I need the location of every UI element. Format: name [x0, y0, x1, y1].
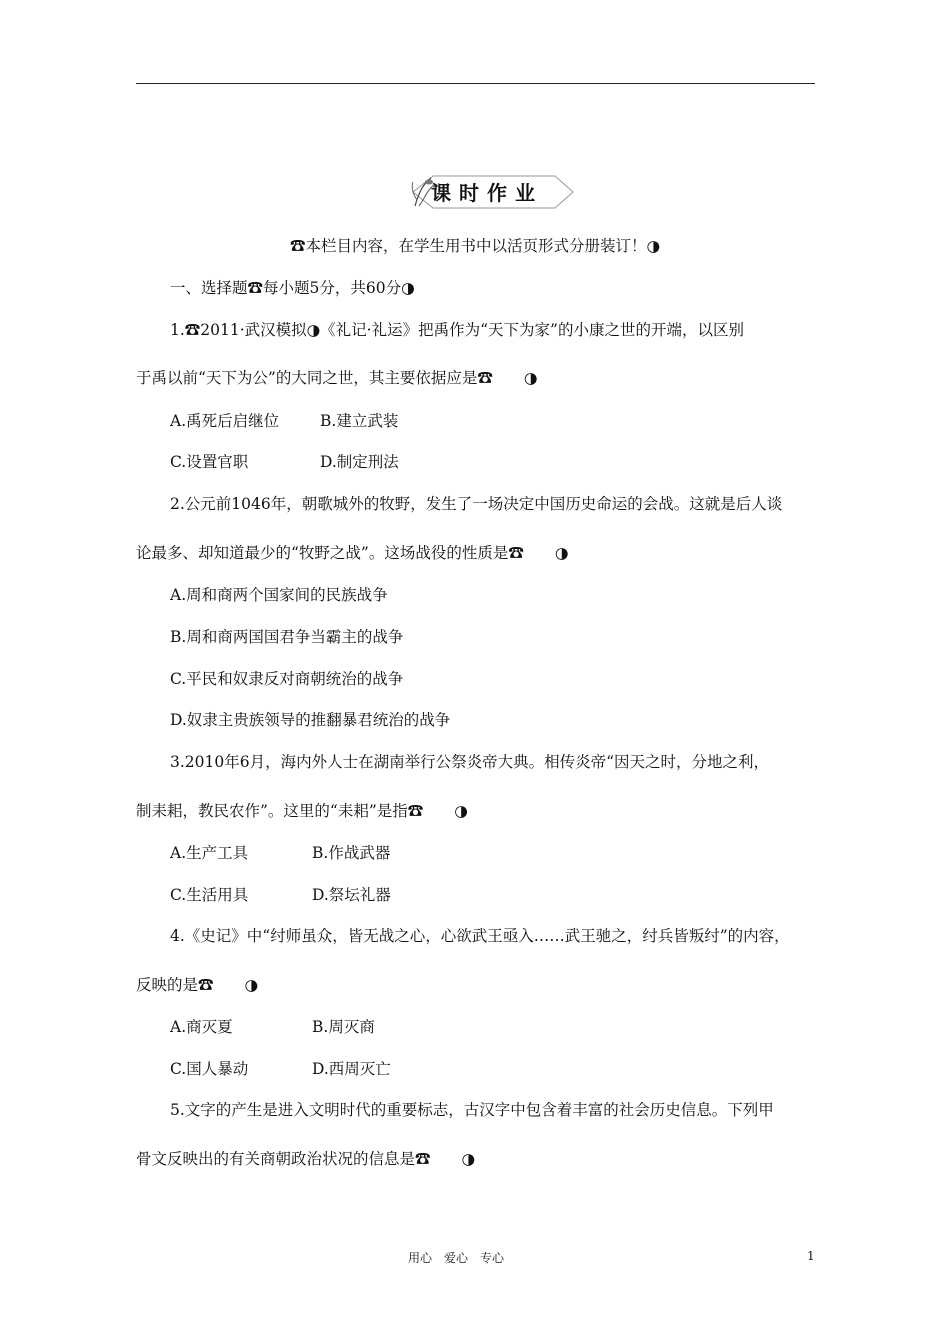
question-2-option-a: A.周和商两个国家间的民族战争 [170, 586, 388, 604]
question-3-line-1: 3.2010年6月，海内外人士在湖南举行公祭炎帝大典。相传炎帝“因天之时，分地之利， [170, 753, 770, 771]
question-2-line-2: 论最多、却知道最少的“牧野之战”。这场战役的性质是☎ ◑ [136, 544, 569, 562]
binding-note: ☎本栏目内容，在学生用书中以活页形式分册装订！◑ [289, 237, 661, 255]
question-3-line-2: 制耒耜，教民农作”。这里的“耒耜”是指☎ ◑ [136, 802, 468, 820]
page-number: 1 [807, 1249, 815, 1263]
question-4-option-c: C.国人暴动 [170, 1060, 249, 1078]
question-3-option-c: C.生活用具 [170, 886, 249, 904]
question-5-line-2: 骨文反映出的有关商朝政治状况的信息是☎ ◑ [136, 1150, 476, 1168]
header-rule [136, 83, 815, 84]
question-1-option-a: A.禹死后启继位 [170, 412, 280, 430]
question-1-option-b: B.建立武装 [320, 412, 399, 430]
question-5-line-1: 5.文字的产生是进入文明时代的重要标志，古汉字中包含着丰富的社会历史信息。下列甲 [170, 1101, 774, 1119]
page-title: 课时作业 [431, 180, 543, 205]
question-2-option-d: D.奴隶主贵族领导的推翻暴君统治的战争 [170, 711, 451, 729]
question-2-option-c: C.平民和奴隶反对商朝统治的战争 [170, 670, 404, 688]
question-1-option-c: C.设置官职 [170, 453, 249, 471]
question-4-line-2: 反映的是☎ ◑ [136, 976, 259, 994]
question-4-option-a: A.商灭夏 [170, 1018, 233, 1036]
section-heading: 一、选择题☎每小题5分，共60分◑ [170, 279, 415, 297]
question-3-option-a: A.生产工具 [170, 844, 249, 862]
question-2-option-b: B.周和商两国国君争当霸主的战争 [170, 628, 404, 646]
question-3-option-d: D.祭坛礼器 [312, 886, 391, 904]
question-1-line-2: 于禹以前“天下为公”的大同之世，其主要依据应是☎ ◑ [136, 369, 538, 387]
question-3-option-b: B.作战武器 [312, 844, 391, 862]
question-4-line-1: 4.《史记》中“纣师虽众，皆无战之心，心欲武王亟入……武王驰之，纣兵皆叛纣”的内容， [170, 927, 790, 945]
question-1-option-d: D.制定刑法 [320, 453, 399, 471]
question-1-line-1: 1.☎2011·武汉模拟◑《礼记·礼运》把禹作为“天下为家”的小康之世的开端，以区别 [170, 321, 744, 339]
question-2-line-1: 2.公元前1046年，朝歌城外的牧野，发生了一场决定中国历史命运的会战。这就是后人谈 [170, 495, 783, 513]
section-title-banner [405, 172, 575, 212]
question-4-option-d: D.西周灭亡 [312, 1060, 391, 1078]
footer-motto: 用心 爱心 专心 [408, 1251, 505, 1265]
question-4-option-b: B.周灭商 [312, 1018, 375, 1036]
